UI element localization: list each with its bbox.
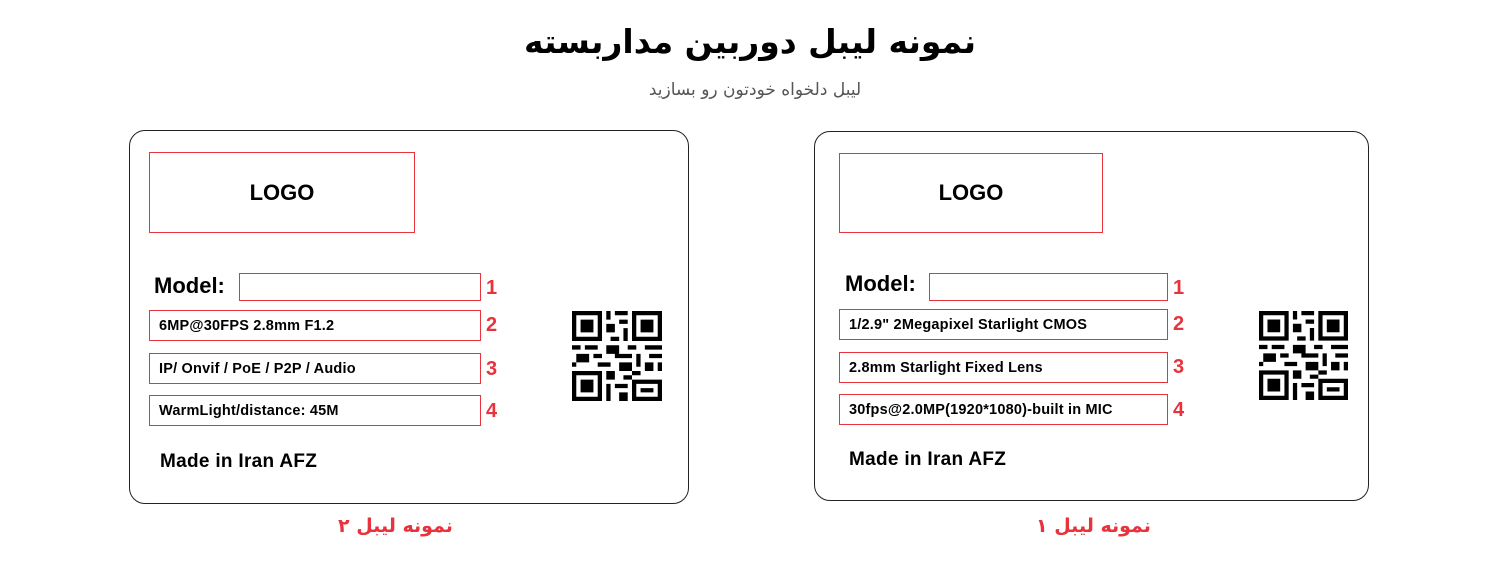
field-number-4: 4 [1173,399,1185,421]
label-caption-1: نمونه لیبل ۱ [1036,515,1151,537]
field-number-4: 4 [486,400,498,422]
field-number-2: 2 [486,314,498,336]
spec-field-4: WarmLight/distance: 45M [149,395,481,426]
field-number-2: 2 [1173,313,1185,335]
made-in-text: Made in Iran AFZ [849,449,1007,470]
qr-code-icon [572,311,662,401]
model-label: Model: [845,271,916,296]
logo-placeholder: LOGO [149,152,415,233]
field-number-3: 3 [1173,356,1185,378]
field-number-1: 1 [1173,277,1185,299]
field-number-3: 3 [486,358,498,380]
model-field [239,273,481,301]
logo-placeholder: LOGO [839,153,1103,233]
spec-field-2: 1/2.9" 2Megapixel Starlight CMOS [839,309,1168,340]
spec-field-3: 2.8mm Starlight Fixed Lens [839,352,1168,383]
page-title: نمونه لیبل دوربین مداربسته [523,22,977,61]
made-in-text: Made in Iran AFZ [160,451,318,472]
label-caption-2: نمونه لیبل ۲ [338,515,453,537]
field-number-1: 1 [486,277,498,299]
model-label: Model: [154,273,225,298]
page-subtitle: لیبل دلخواه خودتون رو بسازید [648,80,862,100]
spec-field-2: 6MP@30FPS 2.8mm F1.2 [149,310,481,341]
model-field [929,273,1168,301]
spec-field-4: 30fps@2.0MP(1920*1080)-built in MIC [839,394,1168,425]
qr-code-icon [1259,311,1348,400]
spec-field-3: IP/ Onvif / PoE / P2P / Audio [149,353,481,384]
